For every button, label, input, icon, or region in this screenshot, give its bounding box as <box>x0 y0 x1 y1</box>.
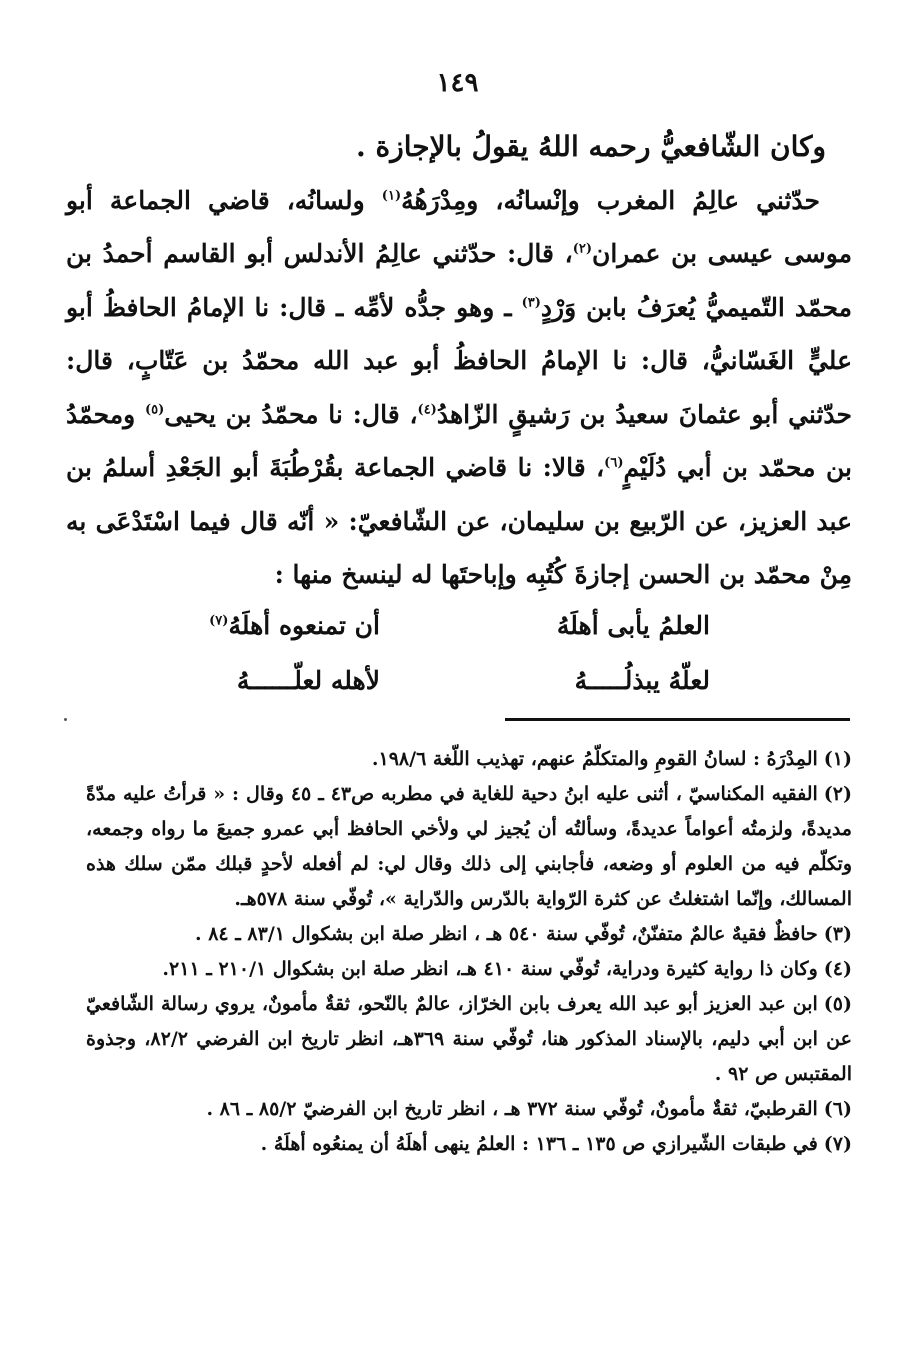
scan-speck <box>64 718 67 721</box>
poem <box>150 598 710 708</box>
footnote-number: (٧) <box>823 1133 852 1155</box>
footnote-text: وكان ذا رواية كثيرة ودراية، تُوفّي سنة ٤١٠ هـ، انظر صلة ابن بشكوال ٢١٠/١ ـ ٢١١. <box>162 958 818 980</box>
text-segment: حدّثني عالِمُ المغرب وإنْسانُه، ومِدْرَهُهُ <box>401 185 820 215</box>
footnote-ref-6[interactable]: (٦) <box>604 455 624 471</box>
footnote <box>86 777 852 917</box>
poem-verse <box>150 653 710 708</box>
footnote <box>86 987 852 1092</box>
footnote-text: القرطبيّ، ثقةٌ مأمونٌ، تُوفّي سنة ٣٧٢ هـ ، انظر تاريخ ابن الفرضيّ ٨٥/٢ ـ ٨٦ . <box>206 1098 818 1120</box>
footnote-ref-1[interactable]: (١) <box>381 188 402 204</box>
opening-line: وكان الشّافعيُّ رحمه اللهُ يقولُ بالإجازة . <box>356 130 826 163</box>
page-number: ١٤٩ <box>436 68 479 98</box>
text-segment: ومحمّدُ بن محمّد بن أبي دُلَيْمٍ <box>66 399 853 482</box>
footnote-number: (٦) <box>823 1098 852 1120</box>
footnote-text: ابن عبد العزيز أبو عبد الله يعرف بابن الخرّاز، عالمٌ بالنّحو، ثقةٌ مأمونٌ، يروي رسالة الشّافعيّ عن ابن أبي دليم، بالإسناد المذكور هنا، تُوفّي سنة ٣٦٩هـ، انظر تاريخ ابن الفرضي ٨٢/٢، وجذوة المقتبس ص ٩٢ . <box>86 993 852 1085</box>
footnote-text: في طبقات الشّيرازي ص ١٣٥ ـ ١٣٦ : العلمُ ينهى أهلَهُ أن يمنعُوه أهلَهُ . <box>260 1133 818 1155</box>
footnotes <box>86 742 852 1162</box>
text-segment: ، قال: نا محمّدُ بن يحيى <box>164 399 418 429</box>
footnote-number: (٢) <box>823 783 852 805</box>
footnote-number: (١) <box>823 748 852 770</box>
poem-hemistich-second <box>150 598 380 653</box>
footnote-ref-2[interactable]: (٢) <box>572 241 592 257</box>
footnote <box>86 1127 852 1162</box>
poem-verse <box>150 598 710 653</box>
footnote <box>86 742 852 777</box>
footnote <box>86 917 852 952</box>
text-segment: ـ وهو جدُّه لأمِّه ـ قال: نا الإمامُ الحافظُ أبو عليٍّ الغَسّانيُّ، قال: نا الإمامُ الحافظُ أبو عبد الله محمّدُ بن عَتّابٍ، قال: حدّثني أبو عثمانَ سعيدُ بن رَشيقٍ الزّاهدُ <box>66 292 852 429</box>
footnote <box>86 1092 852 1127</box>
text-segment: ، قالا: نا قاضي الجماعة بقُرْطُبَةَ أبو الجَعْدِ أسلمُ بن عبد العزيز، عن الرّبيع بن سليمان، عن الشّافعيّ: « أنّه قال فيما اسْتَدْعَى به مِنْ محمّد بن الحسن إجازةَ كُتُبِه وإباحتَها له لينسخ منها : <box>66 453 852 589</box>
isnad-paragraph <box>66 174 852 602</box>
hemistich-text: أن تمنعوه أهلَهُ <box>228 611 380 640</box>
text-segment: ولسانُه، قاضي الجماعة أبو موسى عيسى بن عمران <box>66 185 852 268</box>
footnote-number: (٣) <box>823 923 852 945</box>
text-segment: ، قال: حدّثني عالِمُ الأندلس أبو القاسم أحمدُ بن محمّد التّميميُّ يُعرَفُ بابن وَرْدٍ <box>66 239 852 322</box>
footnote-ref-7[interactable]: (٧) <box>209 613 229 629</box>
footnote-text: الفقيه المكناسيّ ، أثنى عليه ابنُ دحية للغاية في مطربه ص٤٣ ـ ٤٥ وقال : « قرأتُ عليه مدّةً مديدةً، ولزمتُه أعواماً عديدةً، وسألتُه أن يُجيز لي ولأخي الحافظ أبي عمرو جميعَ ما رواه وجمعه، وتكلّم فيه من العلوم أو وضعه، فأجابني إلى ذلك وقال لي: لم أفعله لأحدٍ قبلك ممّن سلك هذه المسالك، وإنّما اشتغلتُ عن كثرة الرّواية بالدّرس والدّراية »، تُوفّي سنة ٥٧٨هـ. <box>86 783 852 910</box>
footnote-text: المِدْرَهُ : لسانُ القومِ والمتكلّمُ عنهم، تهذيب اللّغة ١٩٨/٦. <box>371 748 818 770</box>
footnote-text: حافظٌ فقيهٌ عالمٌ متفنّنٌ، تُوفّي سنة ٥٤٠ هـ ، انظر صلة ابن بشكوال ٨٣/١ ـ ٨٤ . <box>194 923 818 945</box>
poem-hemistich-first: لعلّهُ يبذلُـــــهُ <box>574 666 710 695</box>
footnote-ref-4[interactable]: (٤) <box>417 402 437 418</box>
footnote-number: (٤) <box>823 958 852 980</box>
main-text <box>66 120 852 602</box>
poem-hemistich-second: لأهله لعلّــــــهُ <box>236 666 380 695</box>
footnote-divider <box>505 718 850 721</box>
footnote-ref-3[interactable]: (٣) <box>521 295 541 311</box>
footnote <box>86 952 852 987</box>
poem-hemistich-first: العلمُ يأبى أهلَهُ <box>556 611 710 640</box>
footnote-ref-5[interactable]: (٥) <box>145 402 165 418</box>
footnote-number: (٥) <box>823 993 852 1015</box>
